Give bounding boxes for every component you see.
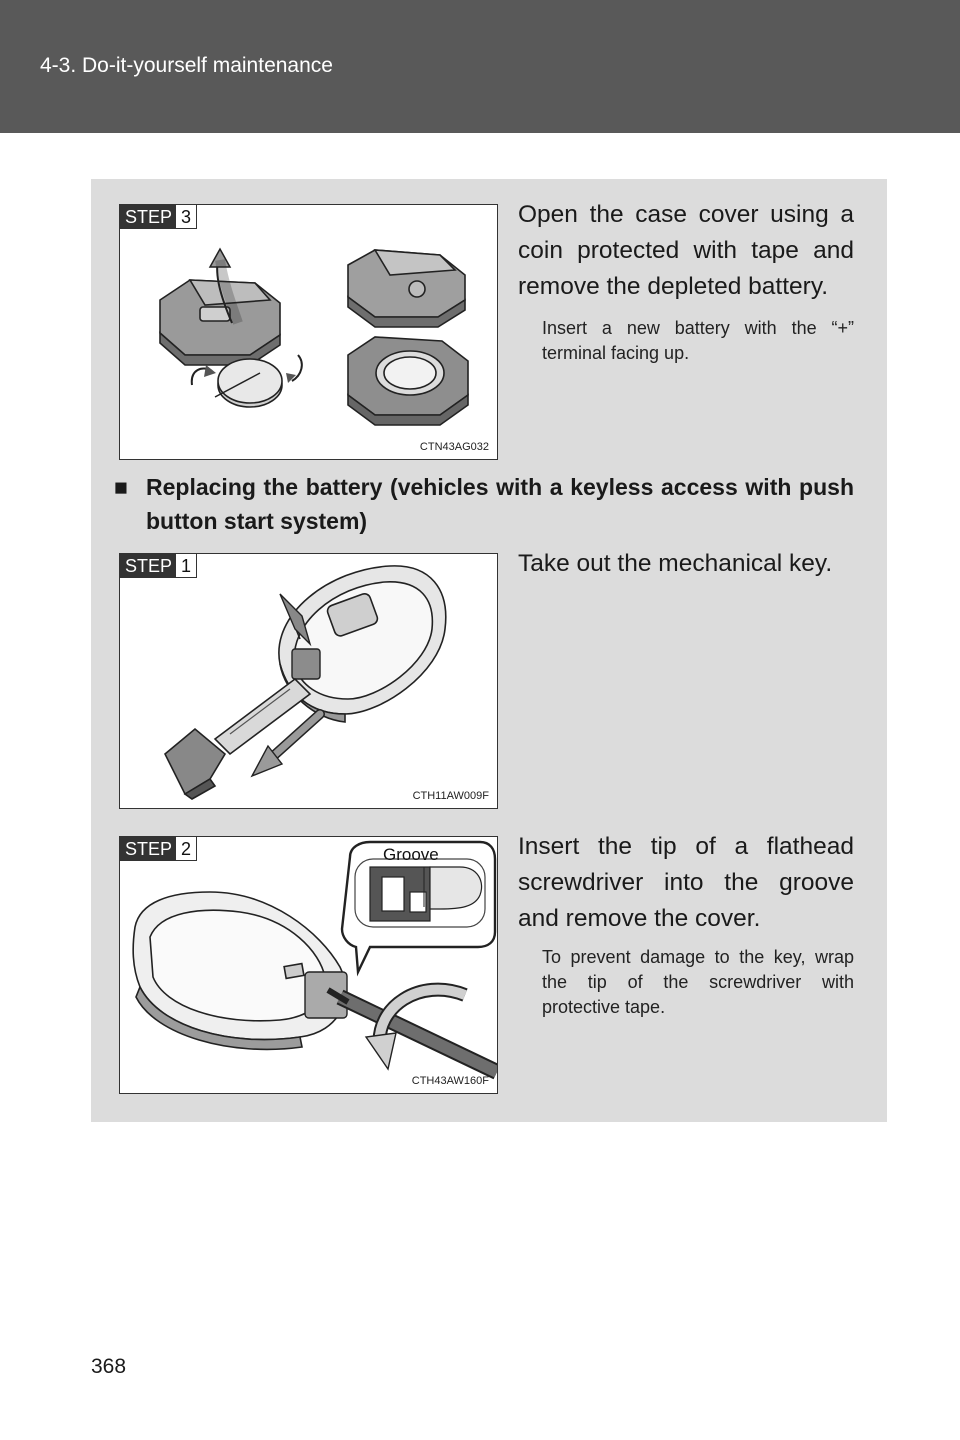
step3-figure — [119, 204, 498, 460]
figure-code: CTN43AG032 — [419, 441, 489, 453]
step2-note: To prevent damage to the key, wrap the tip of the screwdriver with protective tape. — [542, 947, 854, 1017]
groove-callout-label: Groove — [383, 845, 439, 864]
step2-figure — [119, 836, 498, 1094]
step-badge — [120, 205, 197, 229]
step-badge-number: 3 — [176, 205, 197, 229]
step-badge — [120, 554, 197, 578]
step-badge-number: 1 — [176, 554, 197, 578]
step-badge-number: 2 — [176, 837, 197, 861]
step1-figure — [119, 553, 498, 809]
step2-instruction: Insert the tip of a flathead screwdriver into the groove and remove the cover. — [518, 833, 854, 932]
step3-note: Insert a new battery with the “+” terminal facing up. — [542, 318, 854, 363]
step1-illustration — [120, 554, 497, 808]
step1-instruction: Take out the mechanical key. — [518, 550, 833, 577]
step3-illustration — [120, 205, 497, 459]
section-heading — [114, 470, 854, 538]
figure-code: CTH11AW009F — [412, 790, 489, 802]
heading-text: Replacing the battery (vehicles with a keyless access with push button start system) — [146, 474, 854, 534]
step-badge-label: STEP — [120, 837, 176, 861]
section-title: 4-3. Do-it-yourself maintenance — [40, 54, 333, 77]
heading-bullet: ■ — [114, 474, 128, 500]
step-badge — [120, 837, 197, 861]
figure-code: CTH43AW160F — [411, 1075, 489, 1087]
step-badge-label: STEP — [120, 205, 176, 229]
step-badge-label: STEP — [120, 554, 176, 578]
step3-instruction: Open the case cover using a coin protected with tape and remove the depleted battery. — [518, 201, 854, 300]
page-number: 368 — [91, 1355, 127, 1378]
page-header — [0, 0, 960, 133]
step2-illustration — [120, 837, 497, 1093]
